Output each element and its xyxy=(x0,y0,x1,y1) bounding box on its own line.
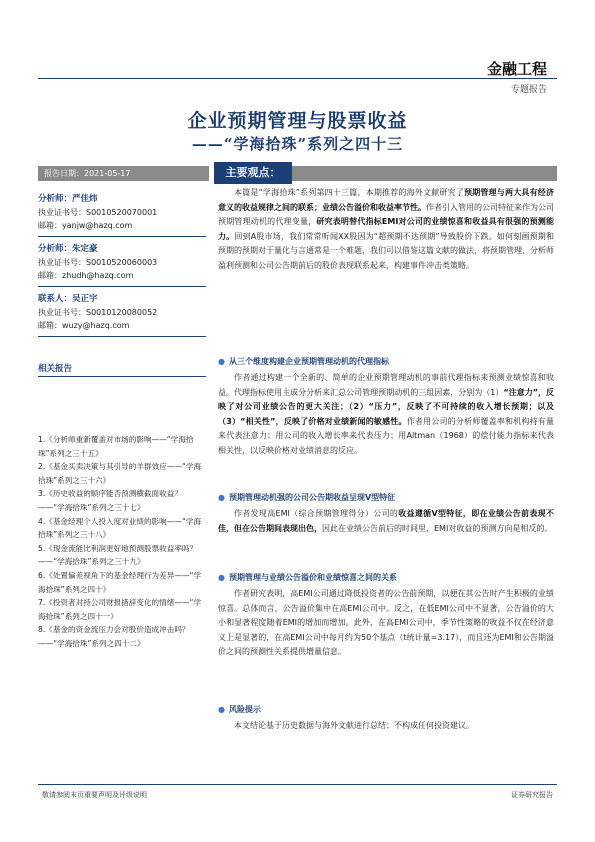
section-heading: ● 风险提示 xyxy=(218,705,261,714)
footer-label: 证券研究报告 xyxy=(511,791,553,799)
bullet-icon: ● xyxy=(218,573,225,582)
bullet-icon: ● xyxy=(218,357,225,366)
related-report-link[interactable]: 6.《处置偏差视角下的基金经理行为差异——“学海拾珠”系列之四十》 xyxy=(38,570,202,594)
divider xyxy=(38,336,206,337)
section-heading: ● 从三个维度构建企业预期管理动机的代理指标 xyxy=(218,357,389,366)
key-points-label: 主要观点： xyxy=(214,162,292,184)
contact-card xyxy=(38,292,206,332)
analyst-name: 分析师：朱定豪 xyxy=(38,244,98,254)
divider xyxy=(38,376,206,377)
contact-name: 联系人：吴正宇 xyxy=(38,294,98,304)
analyst-name: 分析师：严佳炜 xyxy=(38,194,98,204)
analyst-email[interactable]: 邮箱：yanjw@hazq.com xyxy=(38,221,133,230)
section-heading: ● 预期管理动机强的公司公告期收益呈现V型特征 xyxy=(218,493,396,502)
intro-paragraph: 本篇是“学海拾珠”系列第四十三篇，本期推荐的海外文献研究了预期管理与两大具有经济意义的收益规律之间的联系；业绩公告溢价和收益率节性。作者引入管用的公司特征来作为公司预期管理动机的代理变量，研究表明替代指标EMI对公司的业绩惊喜和收益具有很强的预测能力。回到A股市场，我们常常听闻XX股因为“超预期不达预期”导致股价下跌。如何刻画预期和预期的预期对于量化与言通常是一个难题，我们可以借鉴这篇文献的做法，将预期管理、分析师盈利预测和公司公告期前后的股价表现联系起来，构建事件冲击类策略。 xyxy=(218,188,555,270)
section-paragraph: 作者发现高EMI（综合预期管理得分）公司的收益遵循V型特征，即在业绩公告前表现不佳，但在公告期间表现出色，因此在业绩公告前后的时间里，EMI对收益的预测方向是相反的。 xyxy=(218,509,554,533)
related-report-link[interactable]: 7.《投资者对持公司财报措辞变化的情绪——“学海拾珠”系列之四十一》 xyxy=(38,598,202,621)
header-rule xyxy=(38,78,557,79)
contact-email[interactable]: 邮箱：wuzy@hazq.com xyxy=(38,321,130,330)
report-date: 报告日期：2021-05-17 xyxy=(38,166,209,181)
related-reports-title: 相关报告 xyxy=(38,364,73,374)
analyst-card xyxy=(38,192,206,232)
related-report-link[interactable]: 8.《基金的资金流压力会对股价造成冲击吗？——“学海拾珠”系列之四十二》 xyxy=(38,625,190,648)
header-subtitle: 专题报告 xyxy=(510,85,547,95)
divider xyxy=(38,236,206,237)
related-report-link[interactable]: 2.《基金买卖决策与其引导的羊群效应——“学海拾珠”系列之三十六》 xyxy=(38,462,202,485)
contact-cert: 执业证书号：S0010120080052 xyxy=(38,308,158,317)
section-paragraph: 作者通过构建一个全新的、简单的企业预期管理动机的事前代理指标来预测业绩惊喜和收益。代理指标使用主成分分析来汇总公司管理预期动机的三组因素，分别为（1）“注意力”，反映了对公司业绩公告的更大关注；（2）“压力”，反映了不可持续的收入增长预期；以及（3）“相关性”，反映了价格对业绩新闻的敏感性。作者用公司的分析师覆盖率和机构持有量来代表注意力；用公司的收入增长率来代表压力；用Altman（1968）的偿付能力指标来代表相关性，以反映价格对业绩消息的反应。 xyxy=(218,373,554,455)
analyst-email[interactable]: 邮箱：zhudh@hazq.com xyxy=(38,271,134,280)
report-subtitle: ——“学海拾珠”系列之四十三 xyxy=(191,135,404,153)
related-report-link[interactable]: 3.《历史收益的顺序能否预测横截面收益？——“学海拾珠”系列之三十七》 xyxy=(38,489,182,512)
analyst-cert: 执业证书号：S0010520070001 xyxy=(38,208,158,217)
footer-disclaimer: 敬请参阅末页重要声明及评级说明 xyxy=(42,791,147,799)
related-report-link[interactable]: 5.《现金流能比利润更好地预测股票收益率吗？——“学海拾珠”系列之三十九》 xyxy=(38,543,198,567)
header-title: 金融工程 xyxy=(486,60,547,78)
section-paragraph: 作者研究表明，高EMI公司通过降低投资者的公告前预期，以便在其公告时产生积极的业绩惊喜。总体而言，公告溢价集中在高EMI公司中。反之，在低EMI公司中不显著，公告溢价的大小和显著程度随着EMI的增加而增加。此外，在高EMI公司中，季节性策略的收益不仅在经济意义上是显著的，在高EMI公司中每月约为50个基点（t统计量=3.17），而且还为EMI和公告期溢价之间的预测性关系提供增量信息。 xyxy=(218,589,554,657)
report-title: 企业预期管理与股票收益 xyxy=(187,110,408,132)
related-report-link[interactable]: 1.《分析师重新覆盖对市场的影响——“学海拾珠”系列之三十五》 xyxy=(38,435,194,458)
bullet-icon: ● xyxy=(218,705,225,714)
section-heading: ● 预期管理与业绩公告溢价和业绩惊喜之间的关系 xyxy=(218,573,397,582)
footer-rule xyxy=(38,784,557,785)
related-reports-list xyxy=(38,433,206,651)
divider xyxy=(38,286,206,287)
related-report-link[interactable]: 4.《基金经理个人投入度对业绩的影响——“学海拾珠”系列之三十八》 xyxy=(38,516,202,540)
section-paragraph: 本文结论基于历史数据与海外文献进行总结；不构成任何投资建议。 xyxy=(234,721,474,730)
analyst-cert: 执业证书号：S0010520060003 xyxy=(38,258,158,267)
analyst-card xyxy=(38,242,206,282)
bullet-icon: ● xyxy=(218,493,225,502)
